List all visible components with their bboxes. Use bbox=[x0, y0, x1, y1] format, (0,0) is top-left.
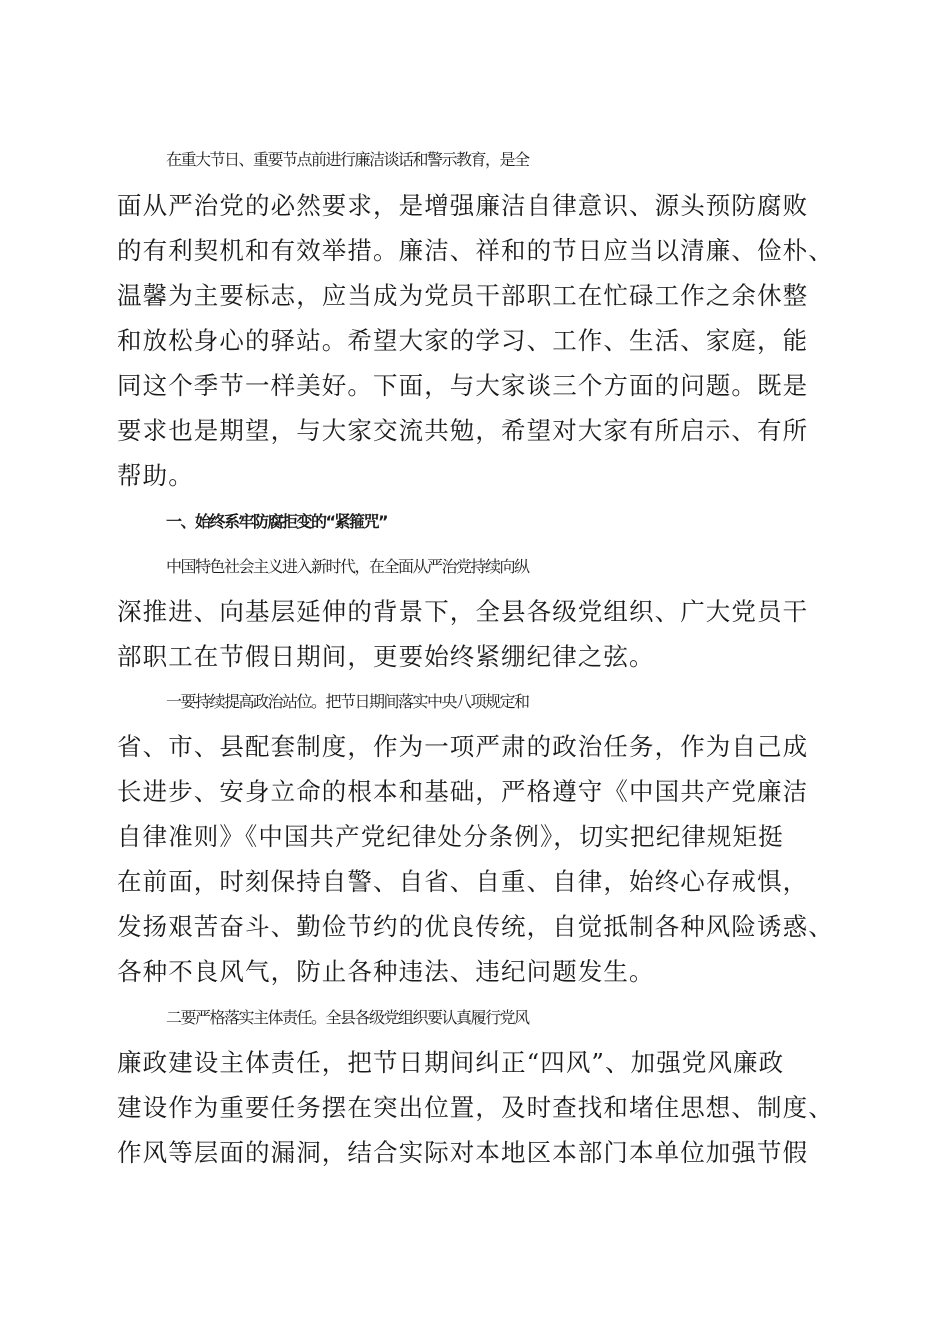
paragraph-3-line-1: 一要持续提高政治站位。把节日期间落实中央八项规定和 bbox=[166, 692, 529, 711]
section-heading-1: 一、始终系牢防腐拒变的“紧箍咒” bbox=[166, 512, 388, 531]
paragraph-4-line-2: 廉政建设主体责任，把节日期间纠正“四风”、加强党风廉政 bbox=[117, 1048, 785, 1077]
paragraph-3-line-2: 省、市、县配套制度，作为一项严肃的政治任务，作为自己成 bbox=[117, 732, 809, 761]
paragraph-4-line-1: 二要严格落实主体责任。全县各级党组织要认真履行党风 bbox=[166, 1008, 529, 1027]
paragraph-2-line-3: 部职工在节假日期间，更要始终紧绷纪律之弦。 bbox=[117, 642, 655, 671]
paragraph-1-line-2: 面从严治党的必然要求，是增强廉洁自律意识、源头预防腐败 bbox=[117, 191, 809, 220]
paragraph-1-line-3: 的有利契机和有效举措。廉洁、祥和的节日应当以清廉、俭朴、 bbox=[117, 236, 834, 265]
paragraph-3-line-6: 发扬艰苦奋斗、勤俭节约的优良传统，自觉抵制各种风险诱惑、 bbox=[117, 912, 834, 941]
paragraph-1-line-5: 和放松身心的驿站。希望大家的学习、工作、生活、家庭，能 bbox=[117, 326, 809, 355]
paragraph-4-line-4: 作风等层面的漏洞，结合实际对本地区本部门本单位加强节假 bbox=[117, 1138, 809, 1167]
paragraph-3-line-4: 自律准则》《中国共产党纪律处分条例》，切实把纪律规矩挺 bbox=[117, 822, 784, 851]
paragraph-4-line-3: 建设作为重要任务摆在突出位置，及时查找和堵住思想、制度、 bbox=[117, 1093, 834, 1122]
paragraph-3-line-5: 在前面，时刻保持自警、自省、自重、自律，始终心存戒惧， bbox=[117, 867, 809, 896]
paragraph-2-line-2: 深推进、向基层延伸的背景下，全县各级党组织、广大党员干 bbox=[117, 597, 809, 626]
paragraph-3-line-7: 各种不良风气，防止各种违法、违纪问题发生。 bbox=[117, 957, 655, 986]
paragraph-3-line-3: 长进步、安身立命的根本和基础，严格遵守《中国共产党廉洁 bbox=[117, 777, 809, 806]
paragraph-1-line-6: 同这个季节一样美好。下面，与大家谈三个方面的问题。既是 bbox=[117, 371, 809, 400]
paragraph-1-line-7: 要求也是期望，与大家交流共勉，希望对大家有所启示、有所 bbox=[117, 416, 809, 445]
paragraph-1-line-4: 温馨为主要标志，应当成为党员干部职工在忙碌工作之余休整 bbox=[117, 281, 809, 310]
paragraph-1-line-8: 帮助。 bbox=[117, 461, 194, 490]
paragraph-2-line-1: 中国特色社会主义进入新时代，在全面从严治党持续向纵 bbox=[166, 557, 529, 576]
paragraph-1-line-1: 在重大节日、重要节点前进行廉洁谈话和警示教育，是全 bbox=[166, 150, 529, 169]
